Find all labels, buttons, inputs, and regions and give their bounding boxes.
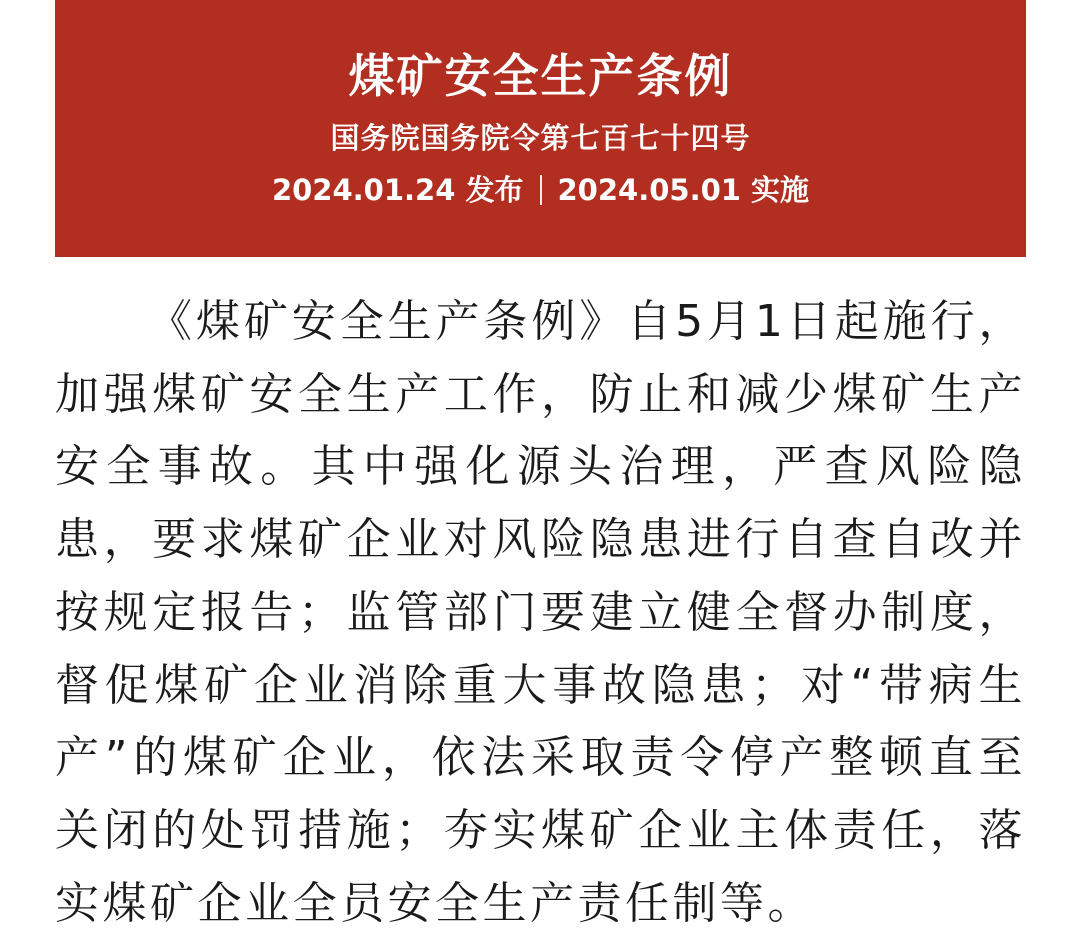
- page-title: 煤矿安全生产条例: [348, 49, 733, 103]
- article-paragraph: 《煤矿安全生产条例》自5月1日起施行，加强煤矿安全生产工作，防止和减少煤矿生产安全事故。其中强化源头治理，严查风险隐患，要求煤矿企业对风险隐患进行自查自改并按规定报告；监管部门要建立健全督办制度，督促煤矿企业消除重大事故隐患；对“带病生产”的煤矿企业，依法采取责令停产整顿直至关闭的处罚措施；夯实煤矿企业主体责任，落实煤矿企业全员安全生产责任制等。: [55, 296, 1026, 929]
- decree-number: 国务院国务院令第七百七十四号: [330, 121, 751, 155]
- publish-date: 2024.01.24 发布: [271, 173, 524, 207]
- date-line: [55, 170, 1026, 210]
- date-divider: [540, 175, 542, 205]
- effective-date: 2024.05.01 实施: [557, 173, 810, 207]
- header-banner: [55, 0, 1026, 257]
